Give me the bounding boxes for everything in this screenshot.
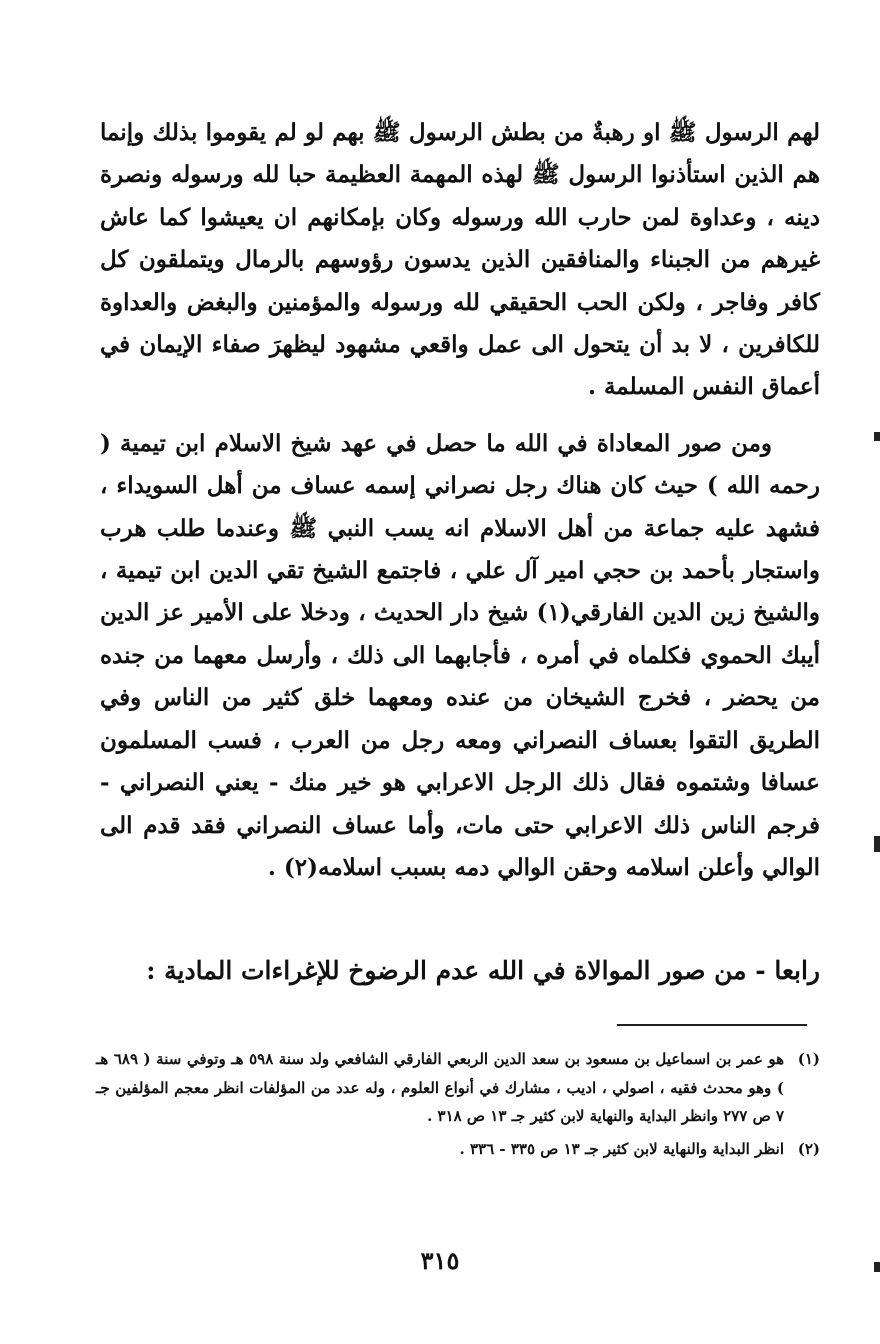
scan-edge-mark: [874, 1262, 880, 1272]
section-heading: رابعا - من صور الموالاة في الله عدم الرضوخ للإغراءات المادية :: [146, 956, 820, 985]
main-text: [100, 112, 820, 889]
page-number: ٣١٥: [420, 1246, 460, 1275]
scan-edge-mark: [874, 836, 880, 852]
footnote-1: [96, 1045, 820, 1131]
footnote-text: هو عمر بن اسماعيل بن مسعود بن سعد الدين الربعي الفارقي الشافعي ولد سنة ٥٩٨ هـ وتوفي سنة ( ٦٨٩ هـ ) وهو محدث فقيه ، اصولي ، اديب ، مشارك في أنواع العلوم ، وله عدد من المؤلفات انظر معجم المؤلفين جـ ٧ ص ٢٧٧ وانظر البداية والنهاية لابن كثير جـ ١٣ ص ٣١٨ .: [96, 1050, 785, 1125]
footnote-separator: [617, 1024, 807, 1026]
scan-edge-mark: [874, 432, 880, 441]
footnotes: [96, 1045, 820, 1163]
footnote-text: انظر البداية والنهاية لابن كثير جـ ١٣ ص ٣٣٥ - ٣٣٦ .: [459, 1139, 784, 1158]
footnote-number: (٢): [797, 1139, 820, 1158]
footnote-2: [96, 1135, 820, 1164]
paragraph-1: لهم الرسول ﷺ او رهبةٌ من بطش الرسول ﷺ بهم لو لم يقوموا بذلك وإنما هم الذين استأذنوا الرسول ﷺ لهذه المهمة العظيمة حبا لله ورسوله ونصرة دينه ، وعداوة لمن حارب الله ورسوله وكان بإمكانهم ان يعيشوا كما عاش غيرهم من الجبناء والمنافقين الذين يدسون رؤوسهم بالرمال ويتملقون كل كافر وفاجر ، ولكن الحب الحقيقي لله ورسوله والمؤمنين والبغض والعداوة للكافرين ، لا بد أن يتحول الى عمل واقعي مشهود ليظهرَ صفاء الإيمان في أعماق النفس المسلمة .: [100, 119, 820, 401]
paragraph-2: ومن صور المعاداة في الله ما حصل في عهد شيخ الاسلام ابن تيمية ( رحمه الله ) حيث كان هناك رجل نصراني إسمه عساف من أهل السويداء ، فشهد عليه جماعة من أهل الاسلام انه يسب النبي ﷺ وعندما طلب هرب واستجار بأحمد بن حجي امير آل علي ، فاجتمع الشيخ تقي الدين ابن تيمية ، والشيخ زين الدين الفارقي(١) شيخ دار الحديث ، ودخلا على الأمير عز الدين أيبك الحموي فكلماه في أمره ، فأجابهما الى ذلك ، وأرسل معهما من جنده من يحضر ، فخرج الشيخان من عنده ومعهما خلق كثير من الناس وفي الطريق التقوا بعساف النصراني ومعه رجل من العرب ، فسب المسلمون عسافا وشتموه فقال ذلك الرجل الاعرابي هو خير منك - يعني النصراني - فرجم الناس ذلك الاعرابي حتى مات، وأما عساف النصراني فقد قدم الى الوالي وأعلن اسلامه وحقن الوالي دمه بسبب اسلامه(٢) .: [100, 429, 820, 881]
footnote-number: (١): [797, 1050, 820, 1068]
